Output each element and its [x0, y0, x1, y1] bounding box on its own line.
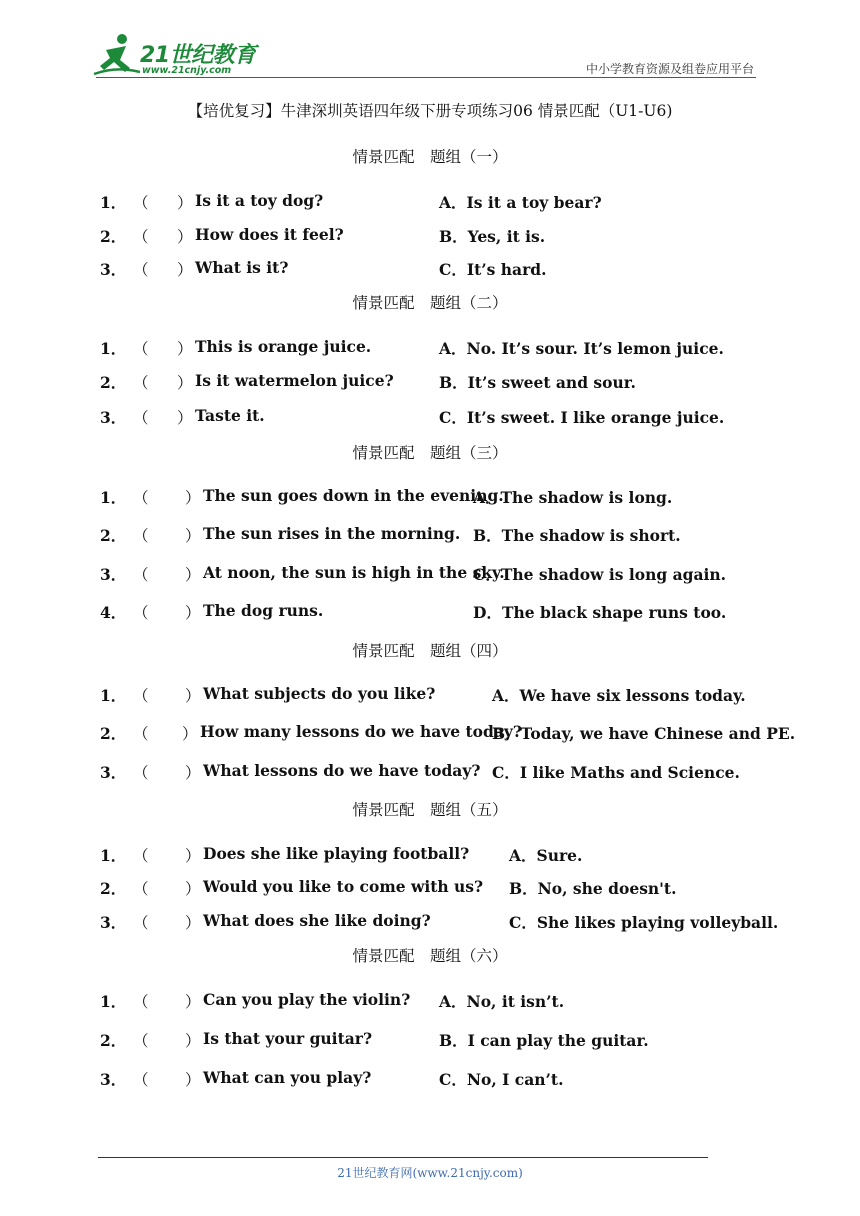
question-number: 1． — [100, 992, 127, 1011]
question-row — [0, 722, 860, 744]
option-text: B．It’s sweet and sour. — [439, 373, 636, 392]
question-text: Is it a toy dog? — [195, 191, 324, 210]
question-text: Taste it. — [195, 406, 265, 425]
answer-blank-open[interactable]: （ — [133, 194, 149, 212]
question-text: Would you like to come with us? — [203, 877, 484, 896]
answer-blank-open[interactable]: （ — [133, 1032, 149, 1050]
question-row — [0, 844, 860, 866]
section-title: 情景匹配 题组（三） — [352, 444, 508, 462]
option-text: B．No, she doesn't. — [509, 879, 677, 898]
section-title: 情景匹配 题组（六） — [352, 947, 508, 965]
answer-blank-close: ） — [185, 880, 201, 898]
logo-text: 21世纪教育 — [140, 43, 256, 68]
question-number: 2． — [100, 879, 127, 898]
answer-blank-open[interactable]: （ — [133, 604, 149, 622]
option-text: D．The black shape runs too. — [473, 603, 727, 622]
question-text: Is that your guitar? — [203, 1029, 373, 1048]
answer-blank-open[interactable]: （ — [133, 566, 149, 584]
question-text: The dog runs. — [203, 601, 324, 620]
answer-blank-close: ） — [177, 261, 193, 279]
answer-blank-open[interactable]: （ — [133, 914, 149, 932]
question-number: 1． — [100, 193, 127, 212]
question-number: 3． — [100, 565, 127, 584]
question-row — [0, 406, 860, 428]
answer-blank-open[interactable]: （ — [133, 764, 149, 782]
question-number: 2． — [100, 1031, 127, 1050]
question-text: What lessons do we have today? — [203, 761, 481, 780]
question-row — [0, 337, 860, 359]
answer-blank-open[interactable]: （ — [133, 725, 149, 743]
question-text: How does it feel? — [195, 225, 344, 244]
question-row — [0, 990, 860, 1012]
question-number: 2． — [100, 373, 127, 392]
answer-blank-open[interactable]: （ — [133, 340, 149, 358]
answer-blank-close: ） — [185, 764, 201, 782]
question-text: What subjects do you like? — [203, 684, 436, 703]
question-row — [0, 225, 860, 247]
answer-blank-close: ） — [177, 340, 193, 358]
question-row — [0, 563, 860, 585]
question-row — [0, 877, 860, 899]
question-number: 4． — [100, 603, 127, 622]
answer-blank-open[interactable]: （ — [133, 880, 149, 898]
question-text: What is it? — [195, 258, 289, 277]
question-text: Is it watermelon juice? — [195, 371, 394, 390]
question-number: 3． — [100, 763, 127, 782]
question-number: 1． — [100, 339, 127, 358]
answer-blank-close: ） — [177, 374, 193, 392]
option-text: B．I can play the guitar. — [439, 1031, 649, 1050]
section-title: 情景匹配 题组（一） — [352, 148, 508, 166]
question-row — [0, 524, 860, 546]
footer-link[interactable]: 21世纪教育网(www.21cnjy.com) — [337, 1166, 523, 1180]
option-text: C．It’s hard. — [439, 260, 547, 279]
answer-blank-close: ） — [177, 228, 193, 246]
answer-blank-close: ） — [185, 489, 201, 507]
answer-blank-close: ） — [185, 1032, 201, 1050]
answer-blank-open[interactable]: （ — [133, 687, 149, 705]
answer-blank-close: ） — [185, 687, 201, 705]
question-number: 3． — [100, 913, 127, 932]
question-number: 1． — [100, 846, 127, 865]
option-text: B．The shadow is short. — [473, 526, 681, 545]
question-row — [0, 1068, 860, 1090]
platform-name: 中小学教育资源及组卷应用平台 — [585, 62, 754, 76]
option-text: B．Today, we have Chinese and PE. — [492, 724, 796, 743]
answer-blank-open[interactable]: （ — [133, 409, 149, 427]
question-row — [0, 486, 860, 508]
page-header — [0, 0, 860, 80]
question-text: What does she like doing? — [203, 911, 431, 930]
answer-blank-open[interactable]: （ — [133, 847, 149, 865]
document-title: 【培优复习】牛津深圳英语四年级下册专项练习06 情景匹配（U1-U6) — [187, 102, 673, 120]
answer-blank-open[interactable]: （ — [133, 261, 149, 279]
question-number: 3． — [100, 1070, 127, 1089]
answer-blank-close: ） — [185, 566, 201, 584]
answer-blank-close: ） — [182, 725, 198, 743]
answer-blank-close: ） — [185, 847, 201, 865]
answer-blank-open[interactable]: （ — [133, 374, 149, 392]
option-text: C．She likes playing volleyball. — [509, 913, 779, 932]
option-text: C．It’s sweet. I like orange juice. — [439, 408, 725, 427]
question-row — [0, 684, 860, 706]
question-number: 3． — [100, 408, 127, 427]
question-text: What can you play? — [203, 1068, 372, 1087]
question-text: Does she like playing football? — [203, 844, 470, 863]
option-text: C．I like Maths and Science. — [492, 763, 740, 782]
option-text: A．No. It’s sour. It’s lemon juice. — [439, 339, 724, 358]
answer-blank-close: ） — [185, 1071, 201, 1089]
section-title: 情景匹配 题组（二） — [352, 294, 508, 312]
answer-blank-close: ） — [185, 914, 201, 932]
question-number: 2． — [100, 724, 127, 743]
answer-blank-open[interactable]: （ — [133, 1071, 149, 1089]
question-row — [0, 911, 860, 933]
answer-blank-close: ） — [185, 993, 201, 1011]
answer-blank-close: ） — [177, 409, 193, 427]
question-row — [0, 191, 860, 213]
option-text: C．The shadow is long again. — [473, 565, 727, 584]
question-text: The sun rises in the morning. — [203, 524, 461, 543]
site-logo — [92, 32, 262, 80]
option-text: A．Sure. — [509, 846, 583, 865]
question-text: Can you play the violin? — [203, 990, 411, 1009]
logo-url: www.21cnjy.com — [142, 65, 232, 76]
question-row — [0, 371, 860, 393]
footer-divider — [98, 1157, 708, 1158]
option-text: A．Is it a toy bear? — [439, 193, 602, 212]
answer-blank-close: ） — [177, 194, 193, 212]
runner-icon — [92, 32, 142, 78]
question-number: 3． — [100, 260, 127, 279]
question-row — [0, 1029, 860, 1051]
question-number: 1． — [100, 686, 127, 705]
option-text: C．No, I can’t. — [439, 1070, 564, 1089]
option-text: A．We have six lessons today. — [492, 686, 746, 705]
option-text: A．No, it isn’t. — [439, 992, 565, 1011]
question-number: 2． — [100, 227, 127, 246]
question-row — [0, 258, 860, 280]
question-text: How many lessons do we have today? — [200, 722, 522, 741]
question-number: 1． — [100, 488, 127, 507]
question-number: 2． — [100, 526, 127, 545]
option-text: B．Yes, it is. — [439, 227, 546, 246]
answer-blank-open[interactable]: （ — [133, 489, 149, 507]
section-title: 情景匹配 题组（四） — [352, 642, 508, 660]
answer-blank-open[interactable]: （ — [133, 527, 149, 545]
section-title: 情景匹配 题组（五） — [352, 801, 508, 819]
answer-blank-close: ） — [185, 527, 201, 545]
question-text: At noon, the sun is high in the sky. — [203, 563, 505, 582]
header-divider — [96, 77, 756, 78]
option-text: A．The shadow is long. — [473, 488, 673, 507]
answer-blank-close: ） — [185, 604, 201, 622]
question-text: The sun goes down in the evening. — [203, 486, 504, 505]
question-row — [0, 761, 860, 783]
question-row — [0, 601, 860, 623]
answer-blank-open[interactable]: （ — [133, 993, 149, 1011]
answer-blank-open[interactable]: （ — [133, 228, 149, 246]
question-text: This is orange juice. — [195, 337, 372, 356]
